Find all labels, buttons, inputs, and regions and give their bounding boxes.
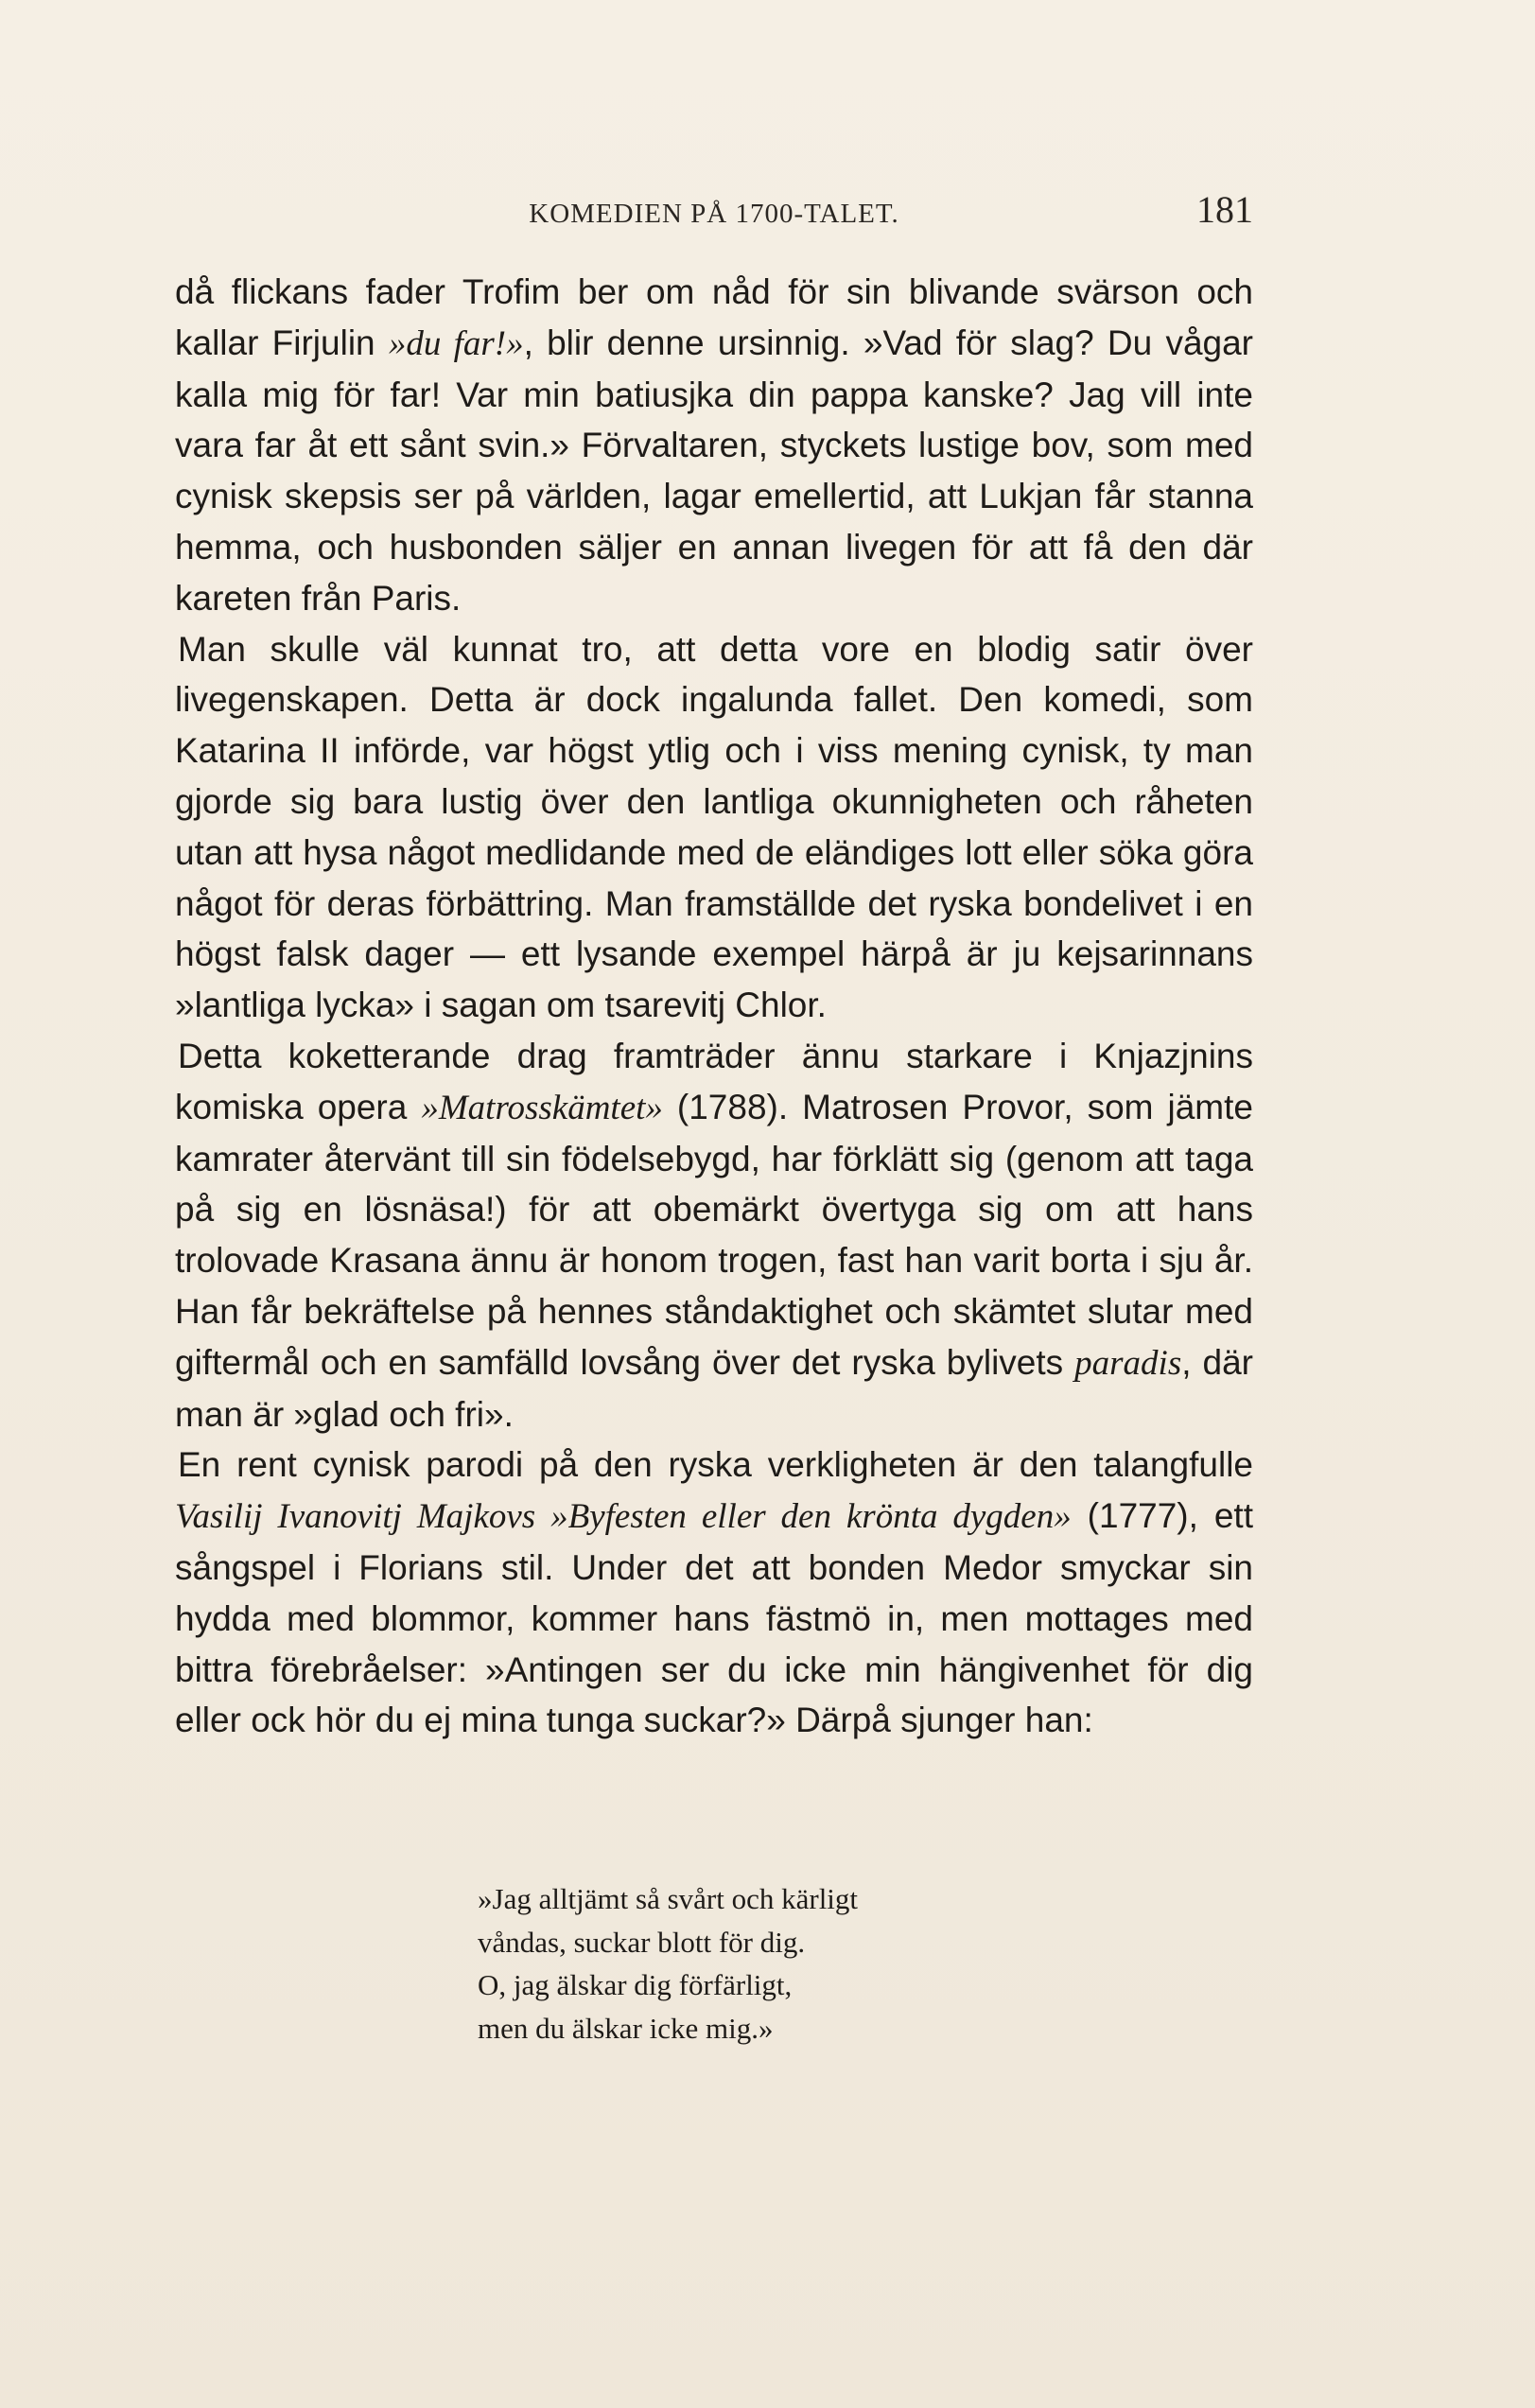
paragraph-2 <box>175 624 1253 1031</box>
paragraph-1-quote-du-far: »du far!» <box>388 323 524 363</box>
running-title: KOMEDIEN PÅ 1700-TALET. <box>529 199 899 229</box>
paragraph-2-text: Man skulle väl kunnat tro, att detta vore en blodig satir över livegenskapen. Detta är dock ingalunda fallet. Den komedi, som Katarina II införde, var högst ytlig och i viss mening cynisk, ty man gjorde sig bara lustig över den lantliga okunnigheten och råheten utan att hysa något medlidande med de eländiges lott eller söka göra något för deras förbättring. Man framställde det ryska bondelivet i en högst falsk dager — ett lysande exempel härpå är ju kejsarinnans »lantliga lycka» i sagan om tsarevitj Chlor. <box>175 629 1253 1025</box>
poem-quote <box>478 1877 1196 2050</box>
paragraph-4-text-a: En rent cynisk parodi på den ryska verkligheten är den talangfulle <box>178 1445 1253 1485</box>
paragraph-3-text-c: , där man är »glad och fri». <box>175 1342 1253 1434</box>
paragraph-3-title-matrosskamtet: »Matrosskämtet» <box>421 1088 663 1127</box>
poem-line: O, jag älskar dig förfärligt, <box>478 1968 793 2001</box>
page-number: 181 <box>1196 188 1253 231</box>
poem-line: »Jag alltjämt så svårt och kärligt <box>478 1882 859 1915</box>
paragraph-1 <box>175 267 1253 624</box>
paragraph-4-text-b: (1777), ett sångspel i Florians stil. Under det att bonden Medor smyckar sin hydda med blommor, kommer hans fästmö in, men mottages med bittra förebråelser: »Antingen ser du icke min hängivenhet för dig eller ock hör du ej mina tunga suckar?» Därpå sjunger han: <box>175 1496 1253 1740</box>
paragraph-1-text-b: , blir denne ursinnig. »Vad för slag? Du vågar kalla mig för far! Var min batiusjka din pappa kanske? Jag vill inte vara far åt ett sånt svin.» Förvaltaren, styckets lustige bov, som med cynisk skepsis ser på världen, lagar emellertid, att Lukjan får stanna hemma, och husbonden säljer en annan livegen för att få den där kareten från Paris. <box>175 323 1254 618</box>
running-head <box>175 187 1253 244</box>
paragraph-4-title-byfesten: Vasilij Ivanovitj Majkovs »Byfesten eller den krönta dygden» <box>175 1497 1072 1537</box>
paragraph-4 <box>175 1440 1253 1746</box>
poem-line: men du älskar icke mig.» <box>478 2011 774 2045</box>
paragraph-1-text-a: då flickans fader Trofim ber om nåd för sin blivande svärson och kallar Firjulin <box>175 272 1253 362</box>
body-text <box>175 267 1253 1746</box>
poem-line: våndas, suckar blott för dig. <box>478 1925 806 1959</box>
paragraph-3-text-a: Detta koketterande drag framträder ännu starkare i Knjazjnins komiska opera <box>175 1036 1253 1126</box>
paragraph-3-word-paradis: paradis <box>1074 1343 1182 1383</box>
paragraph-3 <box>175 1031 1253 1440</box>
paragraph-3-text-b: (1788). Matrosen Provor, som jämte kamrater återvänt till sin födelsebygd, har förklätt sig (genom att taga på sig en lösnäsa!) för att obemärkt övertyga sig om att hans trolovade Krasana ännu är honom trogen, fast han varit borta i sju år. Han får bekräftelse på hennes ståndaktighet och skämtet slutar med giftermål och en samfälld lovsång över det ryska bylivets <box>175 1087 1253 1382</box>
